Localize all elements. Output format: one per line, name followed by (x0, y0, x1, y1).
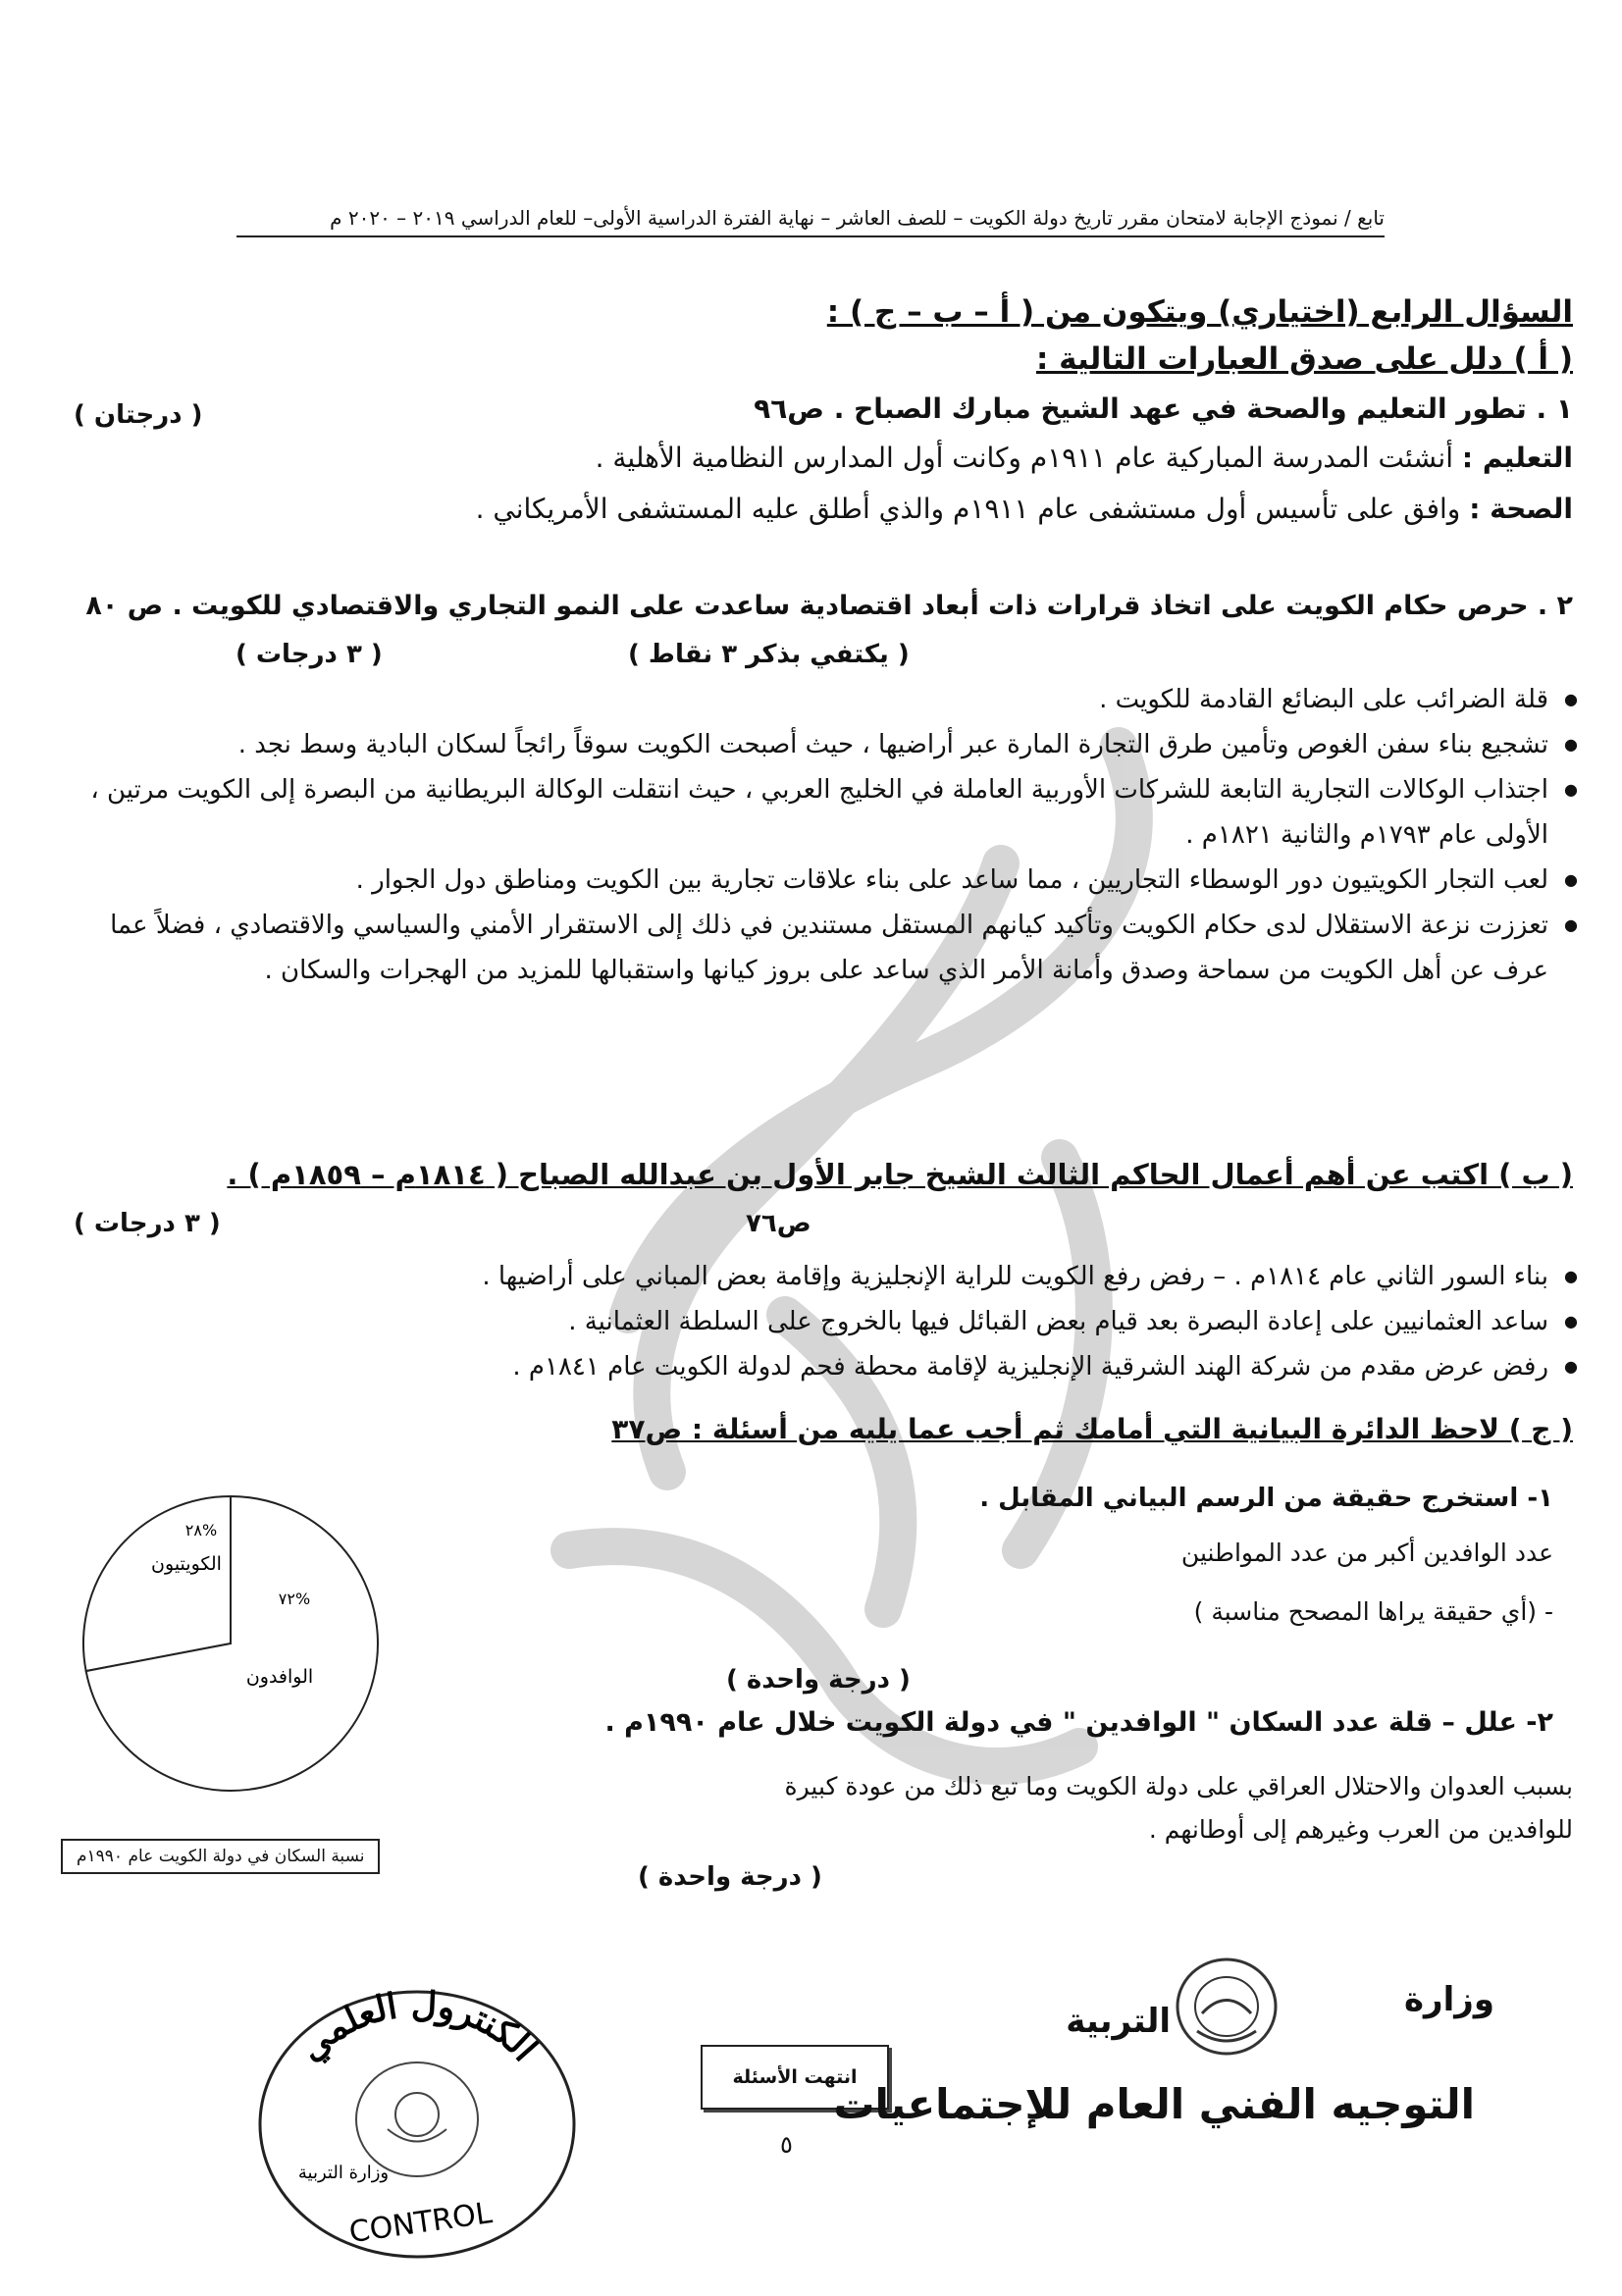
list-item: ● تعززت نزعة الاستقلال لدى حكام الكويت وتأكيد كيانهم المستقل مستندين في ذلك إلى الاستقرار الأمني والسياسي والاقتصادي ، فضلاً عما عرف عن أهل الكويت من سماحة وصدق وأمانة الأمر الذي ساعد على بروز كيانها واستقبالها للمزيد من الهجرات والسكان . (47, 903, 1578, 993)
slice-expat-label: الوافدون (245, 1666, 314, 1688)
page-header: تابع / نموذج الإجابة لامتحان مقرر تاريخ دولة الكويت – للصف العاشر – نهاية الفترة الدراسية الأولى– للعام الدراسي ٢٠١٩ – ٢٠٢٠ م (236, 206, 1385, 237)
slice-kuwaiti-label: الكويتيون (151, 1553, 222, 1575)
control-seal (250, 1982, 584, 2267)
health-text: وافق على تأسيس أول مستشفى عام ١٩١١م والذي أطلق عليه المستشفى الأمريكاني . (475, 493, 1461, 525)
part-c-q2-marks: ( درجة واحدة ) (638, 1862, 822, 1892)
part-c-q1-marks: ( درجة واحدة ) (726, 1665, 911, 1695)
control-seal-arc-text: الكنترول العلمي (289, 1983, 546, 2069)
end-of-questions-box: انتهت الأسئلة (701, 2045, 889, 2110)
health-answer (476, 493, 1573, 525)
page-number: ٥ (780, 2131, 793, 2159)
education-label: التعليم : (1461, 442, 1573, 474)
part-a-item2-note: ( يكتفي بذكر ٣ نقاط ) (628, 640, 910, 669)
control-seal-inner-text: وزارة التربية (297, 2163, 390, 2183)
list-item: ● اجتذاب الوكالات التجارية التابعة للشركات الأوربية العاملة في الخليج العربي ، حيث انتقلت الوكالة البريطانية من البصرة إلى الكويت مرتين ، الأولى عام ١٧٩٣م والثانية ١٨٢١م . (47, 767, 1578, 858)
slice-kuwaiti-value-label: %٢٨ (184, 1521, 218, 1539)
list-item: ● ساعد العثمانيين على إعادة البصرة بعد قيام بعض القبائل فيها بالخروج على السلطة العثمانية . (47, 1299, 1578, 1344)
list-item: ● بناء السور الثاني عام ١٨١٤م . – رفض رفع الكويت للراية الإنجليزية وإقامة بعض المباني على أراضيها . (47, 1254, 1578, 1299)
department-name: التوجيه الفني العام للإجتماعيات (833, 2080, 1475, 2128)
control-seal-bottom-text: CONTROL (346, 2196, 495, 2251)
part-a-title: ( أ ) دلل على صدق العبارات التالية : (1035, 341, 1573, 377)
part-b-list (47, 1254, 1578, 1389)
slice-expat-value-label: %٧٢ (278, 1590, 311, 1608)
ministry-emblem-icon (1168, 1953, 1285, 2061)
part-a-item1: ١ . تطور التعليم والصحة في عهد الشيخ مبارك الصباح . ص٩٦ (754, 392, 1573, 425)
part-c-q1: ١- استخرج حقيقة من الرسم البياني المقابل . (979, 1484, 1553, 1513)
part-c-a1: عدد الوافدين أكبر من عدد المواطنين (1180, 1539, 1553, 1567)
part-b-marks: ( ٣ درجات ) (74, 1209, 221, 1238)
list-item: ● تشجيع بناء سفن الغوص وتأمين طرق التجارة المارة عبر أراضيها ، حيث أصبحت الكويت سوقاً رائجاً لسكان البادية وسط نجد . (47, 722, 1578, 767)
question-title: السؤال الرابع (اختياري) ويتكون من ( أ – ب – ج ) : (826, 294, 1573, 330)
education-answer (596, 442, 1573, 474)
list-item: ● لعب التجار الكويتيون دور الوسطاء التجاريين ، مما ساعد على بناء علاقات تجارية بين الكويت ومناطق دول الجوار . (47, 858, 1578, 903)
part-c-q2: ٢- علل – قلة عدد السكان " الوافدين " في دولة الكويت خلال عام ١٩٩٠م . (604, 1707, 1553, 1738)
part-c-a2-line1: بسبب العدوان والاحتلال العراقي على دولة الكويت وما تبع ذلك من عودة كبيرة (784, 1772, 1573, 1800)
chart-caption-box: نسبة السكان في دولة الكويت عام ١٩٩٠م (61, 1839, 380, 1874)
list-item: ● رفض عرض مقدم من شركة الهند الشرقية الإنجليزية لإقامة محطة فحم لدولة الكويت عام ١٨٤١م . (47, 1344, 1578, 1389)
ministry-word2: التربية (1066, 2002, 1171, 2041)
part-b-title: ( ب ) اكتب عن أهم أعمال الحاكم الثالث الشيخ جابر الأول بن عبدالله الصباح ( ١٨١٤م – ١٨٥٩م ) . (227, 1158, 1573, 1191)
part-a-item1-marks: ( درجتان ) (74, 400, 203, 430)
population-pie-chart (69, 1482, 392, 1796)
part-c-a2-line2: للوافدين من العرب وغيرهم إلى أوطانهم . (1148, 1815, 1573, 1844)
part-c-title: ( ج ) لاحظ الدائرة البيانية التي أمامك ثم أجب عما يليه من أسئلة : ص٣٧ (611, 1413, 1573, 1445)
education-text: أنشئت المدرسة المباركية عام ١٩١١م وكانت أول المدارس النظامية الأهلية . (595, 442, 1453, 474)
part-b-page-ref: ص٧٦ (746, 1209, 811, 1238)
health-label: الصحة : (1469, 493, 1573, 525)
ministry-word1: وزارة (1403, 1980, 1494, 2019)
part-a-item2: ٢ . حرص حكام الكويت على اتخاذ قرارات ذات أبعاد اقتصادية ساعدت على النمو التجاري والاقتصادي للكويت . ص ٨٠ (85, 591, 1573, 621)
part-c-a1-note: - (أي حقيقة يراها المصحح مناسبة ) (1193, 1597, 1553, 1626)
list-item: ● قلة الضرائب على البضائع القادمة للكويت . (47, 677, 1578, 722)
part-a-item2-list (47, 677, 1578, 993)
part-a-item2-marks: ( ٣ درجات ) (235, 640, 383, 669)
